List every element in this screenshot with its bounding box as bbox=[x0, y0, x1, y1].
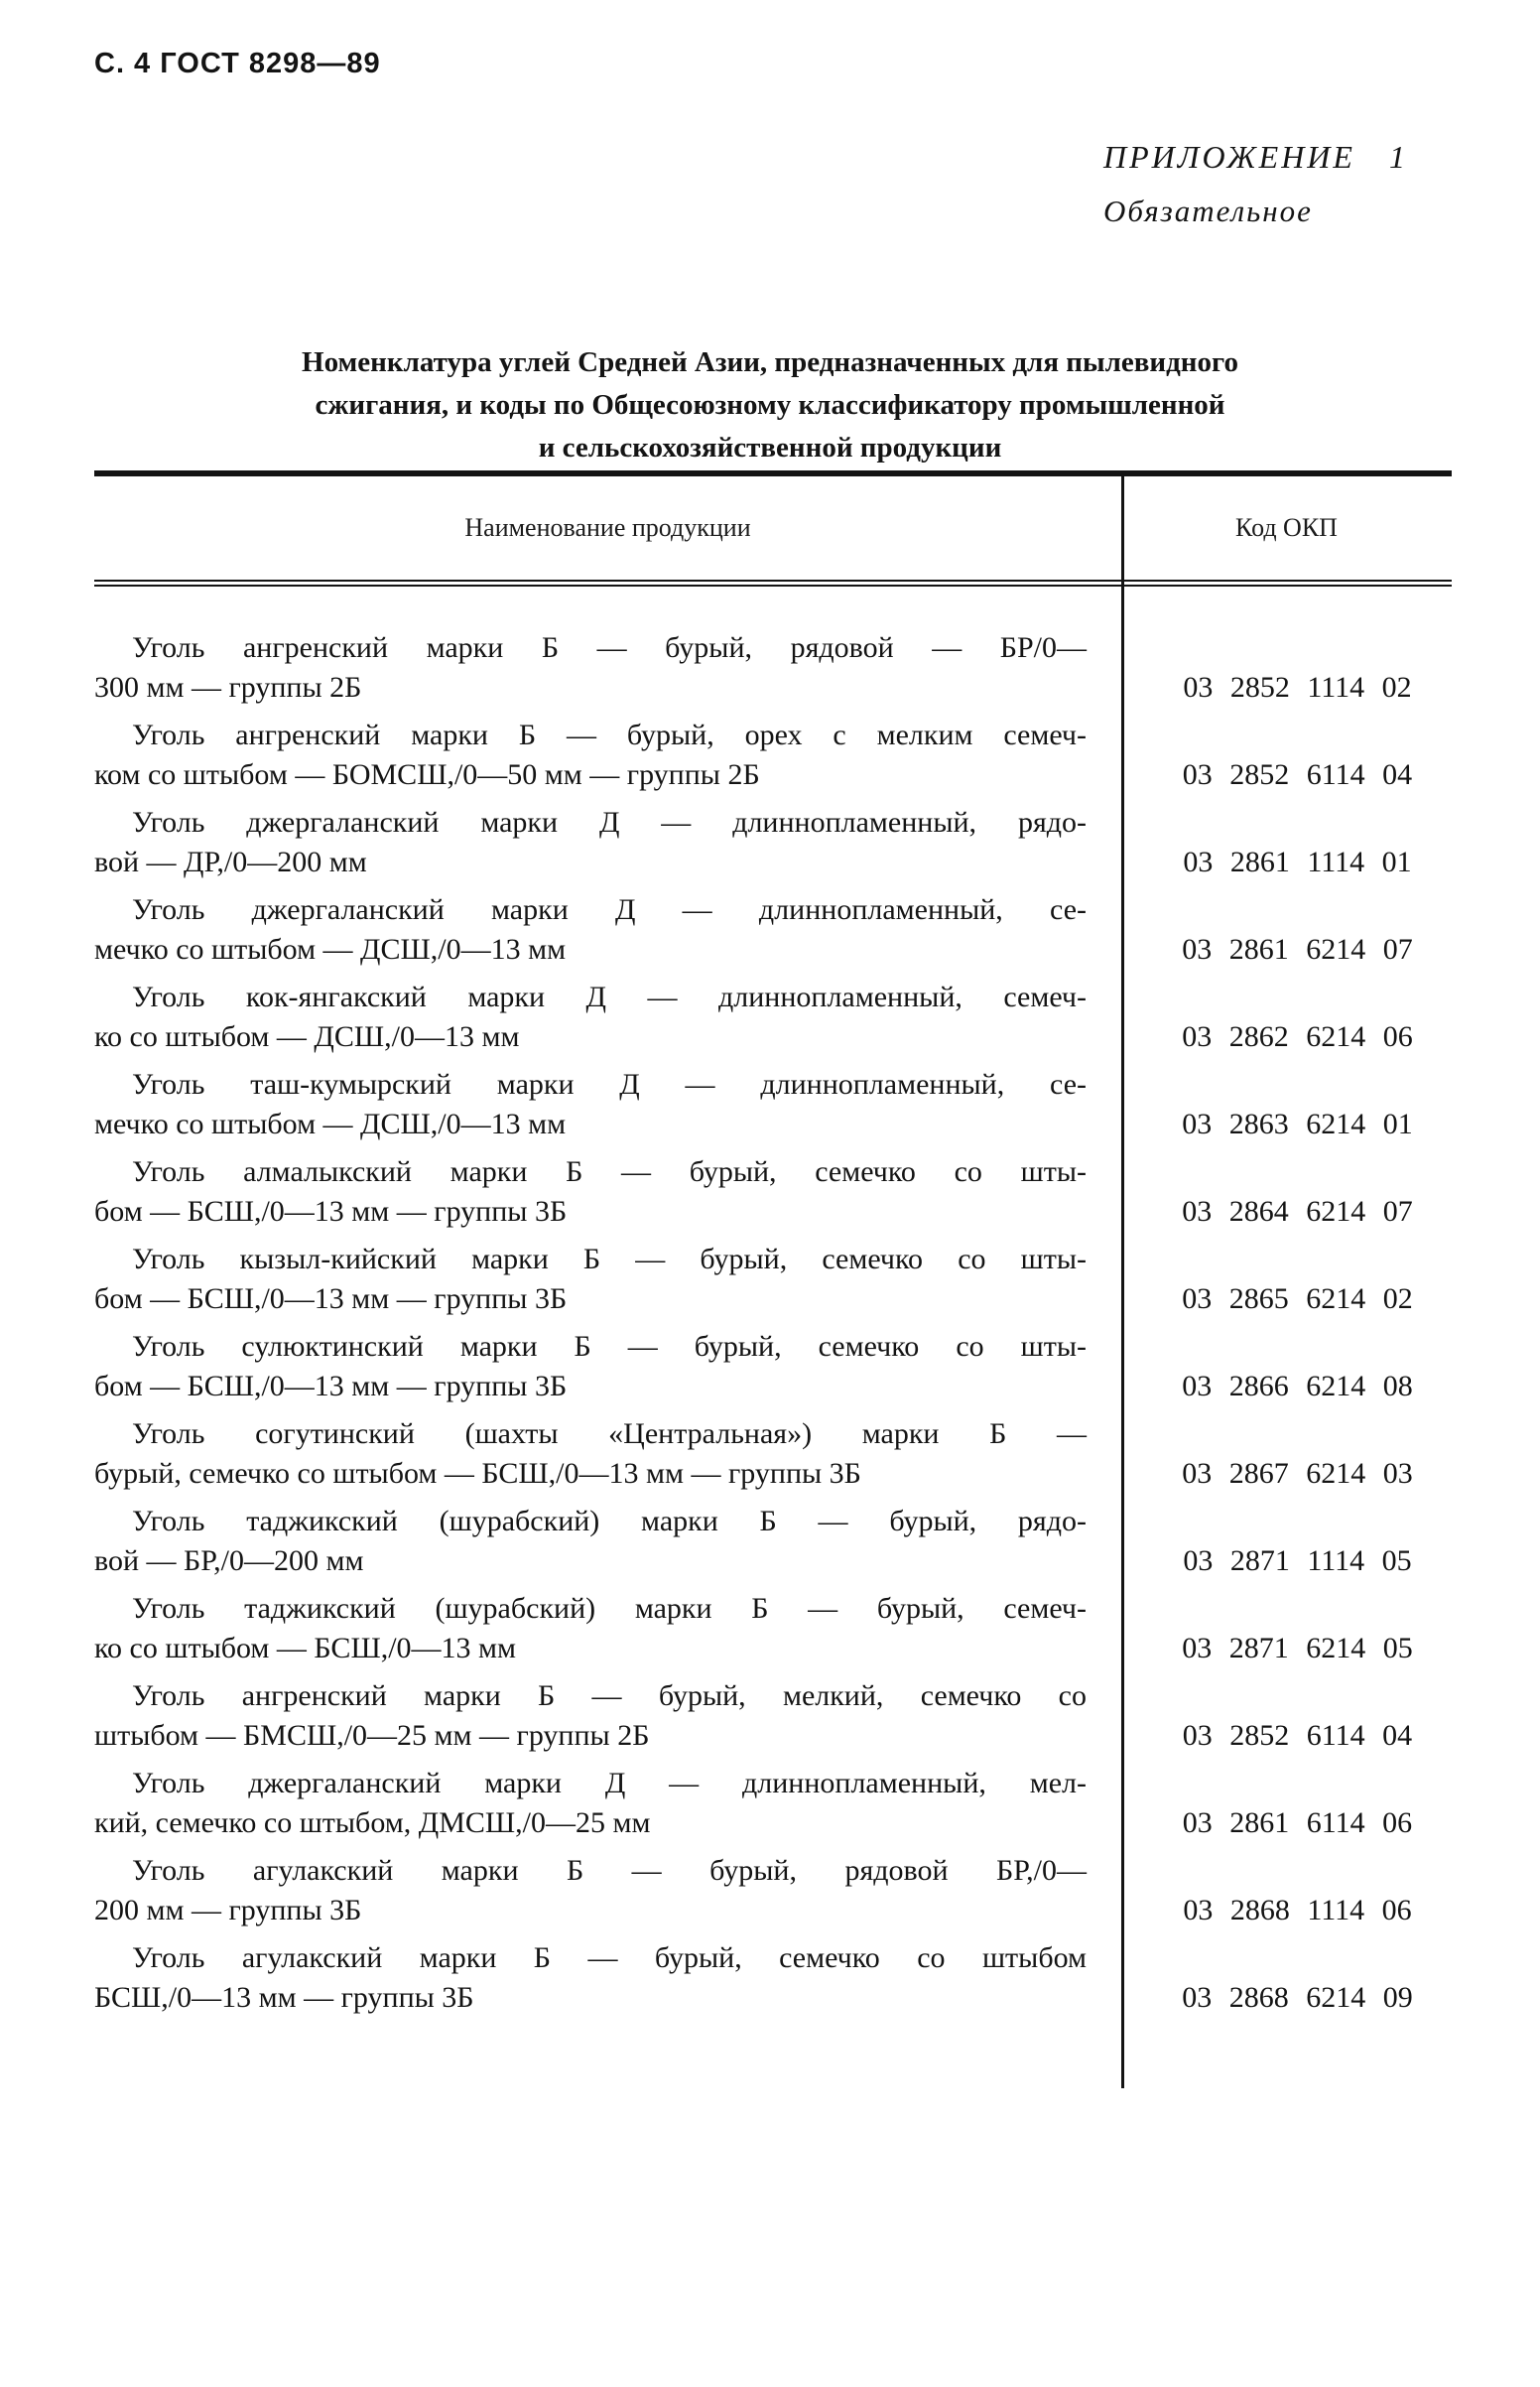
table-row bbox=[94, 1938, 1452, 2018]
table-row bbox=[94, 1589, 1452, 1668]
okp-code-cell bbox=[1121, 890, 1452, 970]
okp-code-value: 03 2866 6214 08 bbox=[1182, 1370, 1413, 1402]
okp-code-value: 03 2868 1114 06 bbox=[1183, 1894, 1412, 1926]
okp-code-cell bbox=[1121, 1851, 1452, 1930]
product-name-cell bbox=[94, 890, 1087, 970]
okp-code-cell bbox=[1121, 1240, 1452, 1319]
product-name-line1: Уголь сулюктинский марки Б — бурый, семечко со шты- bbox=[132, 1330, 1087, 1363]
appendix-label-text: ПРИЛОЖЕНИЕ bbox=[1103, 139, 1355, 175]
okp-code-value: 03 2871 6214 05 bbox=[1182, 1632, 1413, 1664]
product-name-line1: Уголь джергаланский марки Д — длиннопламенный, мел- bbox=[132, 1767, 1087, 1799]
appendix-subtitle: Обязательное bbox=[1103, 194, 1313, 228]
product-name-line2: бурый, семечко со штыбом — БСШ,/0—13 мм — группы 3Б bbox=[94, 1457, 861, 1490]
appendix-number: 1 bbox=[1388, 139, 1408, 175]
okp-code-cell bbox=[1121, 803, 1452, 882]
table-row bbox=[94, 1065, 1452, 1144]
table-row bbox=[94, 628, 1452, 708]
table-row bbox=[94, 716, 1452, 795]
okp-code-cell bbox=[1121, 1938, 1452, 2018]
column-header-okp-code: Код ОКП bbox=[1235, 513, 1338, 542]
product-name-line1: Уголь ангренский марки Б — бурый, рядовой — БР/0— bbox=[132, 631, 1087, 664]
okp-code-cell bbox=[1121, 1764, 1452, 1843]
table-row bbox=[94, 1240, 1452, 1319]
okp-code-cell bbox=[1121, 1327, 1452, 1406]
column-header-product-name: Наименование продукции bbox=[464, 513, 751, 542]
product-name-cell bbox=[94, 803, 1087, 882]
table-row bbox=[94, 1327, 1452, 1406]
product-name-line2: 200 мм — группы 3Б bbox=[94, 1894, 362, 1926]
product-name-cell bbox=[94, 1414, 1087, 1494]
product-name-line2: бом — БСШ,/0—13 мм — группы 3Б bbox=[94, 1195, 568, 1228]
product-name-line2: вой — БР,/0—200 мм bbox=[94, 1544, 364, 1577]
appendix-title bbox=[1103, 139, 1408, 176]
product-name-line1: Уголь агулакский марки Б — бурый, семечко со штыбом bbox=[132, 1941, 1087, 1974]
product-name-line2: ко со штыбом — БСШ,/0—13 мм bbox=[94, 1632, 517, 1664]
column-divider-rule bbox=[1121, 476, 1124, 2088]
product-name-line2: вой — ДР,/0—200 мм bbox=[94, 846, 367, 878]
okp-code-value: 03 2861 6114 06 bbox=[1182, 1806, 1413, 1839]
product-name-cell bbox=[94, 1938, 1087, 2018]
product-name-cell bbox=[94, 978, 1087, 1057]
okp-code-value: 03 2863 6214 01 bbox=[1182, 1108, 1413, 1140]
product-name-line1: Уголь согутинский (шахты «Центральная») марки Б — bbox=[132, 1417, 1087, 1450]
okp-code-value: 03 2865 6214 02 bbox=[1182, 1282, 1413, 1315]
product-name-line1: Уголь алмалыкский марки Б — бурый, семечко со шты- bbox=[132, 1155, 1087, 1188]
table-row bbox=[94, 1414, 1452, 1494]
product-name-cell bbox=[94, 1589, 1087, 1668]
okp-code-value: 03 2852 6114 04 bbox=[1182, 1719, 1413, 1752]
product-name-cell bbox=[94, 1240, 1087, 1319]
okp-code-value: 03 2871 1114 05 bbox=[1183, 1544, 1412, 1577]
okp-code-cell bbox=[1121, 1589, 1452, 1668]
products-table bbox=[94, 470, 1452, 2026]
table-row bbox=[94, 1152, 1452, 1232]
product-name-line2: бом — БСШ,/0—13 мм — группы 3Б bbox=[94, 1370, 568, 1402]
table-header-row bbox=[94, 476, 1452, 587]
product-name-line1: Уголь таджикский (шурабский) марки Б — бурый, рядо- bbox=[132, 1505, 1087, 1537]
product-name-line1: Уголь джергаланский марки Д — длиннопламенный, се- bbox=[132, 893, 1087, 926]
title-line-1: Номенклатура углей Средней Азии, предназначенных для пылевидного bbox=[302, 346, 1238, 378]
product-name-line2: БСШ,/0—13 мм — группы 3Б bbox=[94, 1981, 474, 2014]
product-name-line1: Уголь кок-янгакский марки Д — длиннопламенный, семеч- bbox=[132, 981, 1087, 1013]
okp-code-value: 03 2861 1114 01 bbox=[1183, 846, 1412, 878]
product-name-cell bbox=[94, 716, 1087, 795]
product-name-cell bbox=[94, 1065, 1087, 1144]
okp-code-cell bbox=[1121, 1414, 1452, 1494]
okp-code-value: 03 2868 6214 09 bbox=[1182, 1981, 1413, 2014]
okp-code-cell bbox=[1121, 978, 1452, 1057]
title-line-2: сжигания, и коды по Общесоюзному классификатору промышленной bbox=[315, 389, 1225, 421]
appendix-block bbox=[1103, 139, 1408, 229]
product-name-line2: бом — БСШ,/0—13 мм — группы 3Б bbox=[94, 1282, 568, 1315]
product-name-cell bbox=[94, 1502, 1087, 1581]
okp-code-cell bbox=[1121, 1676, 1452, 1756]
okp-code-cell bbox=[1121, 1065, 1452, 1144]
product-name-line2: ком со штыбом — БОМСШ,/0—50 мм — группы 2Б bbox=[94, 758, 760, 791]
okp-code-value: 03 2852 1114 02 bbox=[1183, 671, 1412, 704]
product-name-line2: 300 мм — группы 2Б bbox=[94, 671, 362, 704]
okp-code-value: 03 2861 6214 07 bbox=[1182, 933, 1413, 966]
product-name-line2: ко со штыбом — ДСШ,/0—13 мм bbox=[94, 1020, 520, 1053]
product-name-cell bbox=[94, 628, 1087, 708]
product-name-line1: Уголь джергаланский марки Д — длиннопламенный, рядо- bbox=[132, 806, 1087, 839]
table-row bbox=[94, 1764, 1452, 1843]
product-name-line2: мечко со штыбом — ДСШ,/0—13 мм bbox=[94, 933, 567, 966]
product-name-line2: мечко со штыбом — ДСШ,/0—13 мм bbox=[94, 1108, 567, 1140]
table-row bbox=[94, 890, 1452, 970]
product-name-cell bbox=[94, 1851, 1087, 1930]
table-row bbox=[94, 1502, 1452, 1581]
product-name-line1: Уголь ангренский марки Б — бурый, мелкий, семечко со bbox=[132, 1679, 1087, 1712]
product-name-line1: Уголь таджикский (шурабский) марки Б — бурый, семеч- bbox=[132, 1592, 1087, 1625]
okp-code-cell bbox=[1121, 1502, 1452, 1581]
product-name-line1: Уголь таш-кумырский марки Д — длиннопламенный, се- bbox=[132, 1068, 1087, 1101]
product-name-line2: кий, семечко со штыбом, ДМСШ,/0—25 мм bbox=[94, 1806, 651, 1839]
product-name-line1: Уголь ангренский марки Б — бурый, орех с мелким семеч- bbox=[132, 719, 1087, 751]
table-row bbox=[94, 1676, 1452, 1756]
product-name-cell bbox=[94, 1764, 1087, 1843]
document-title bbox=[115, 341, 1425, 469]
product-name-cell bbox=[94, 1676, 1087, 1756]
okp-code-value: 03 2867 6214 03 bbox=[1182, 1457, 1413, 1490]
table-row bbox=[94, 803, 1452, 882]
product-name-line2: штыбом — БМСШ,/0—25 мм — группы 2Б bbox=[94, 1719, 650, 1752]
title-line-3: и сельскохозяйственной продукции bbox=[538, 432, 1002, 464]
okp-code-cell bbox=[1121, 628, 1452, 708]
product-name-line1: Уголь кызыл-кийский марки Б — бурый, семечко со шты- bbox=[132, 1243, 1087, 1275]
okp-code-value: 03 2864 6214 07 bbox=[1182, 1195, 1413, 1228]
table-body bbox=[94, 587, 1452, 2018]
table-row bbox=[94, 1851, 1452, 1930]
okp-code-value: 03 2862 6214 06 bbox=[1182, 1020, 1413, 1053]
okp-code-cell bbox=[1121, 1152, 1452, 1232]
product-name-cell bbox=[94, 1152, 1087, 1232]
okp-code-value: 03 2852 6114 04 bbox=[1182, 758, 1413, 791]
product-name-line1: Уголь агулакский марки Б — бурый, рядовой БР,/0— bbox=[132, 1854, 1087, 1887]
product-name-cell bbox=[94, 1327, 1087, 1406]
okp-code-cell bbox=[1121, 716, 1452, 795]
running-header: С. 4 ГОСТ 8298—89 bbox=[94, 48, 381, 79]
table-row bbox=[94, 978, 1452, 1057]
